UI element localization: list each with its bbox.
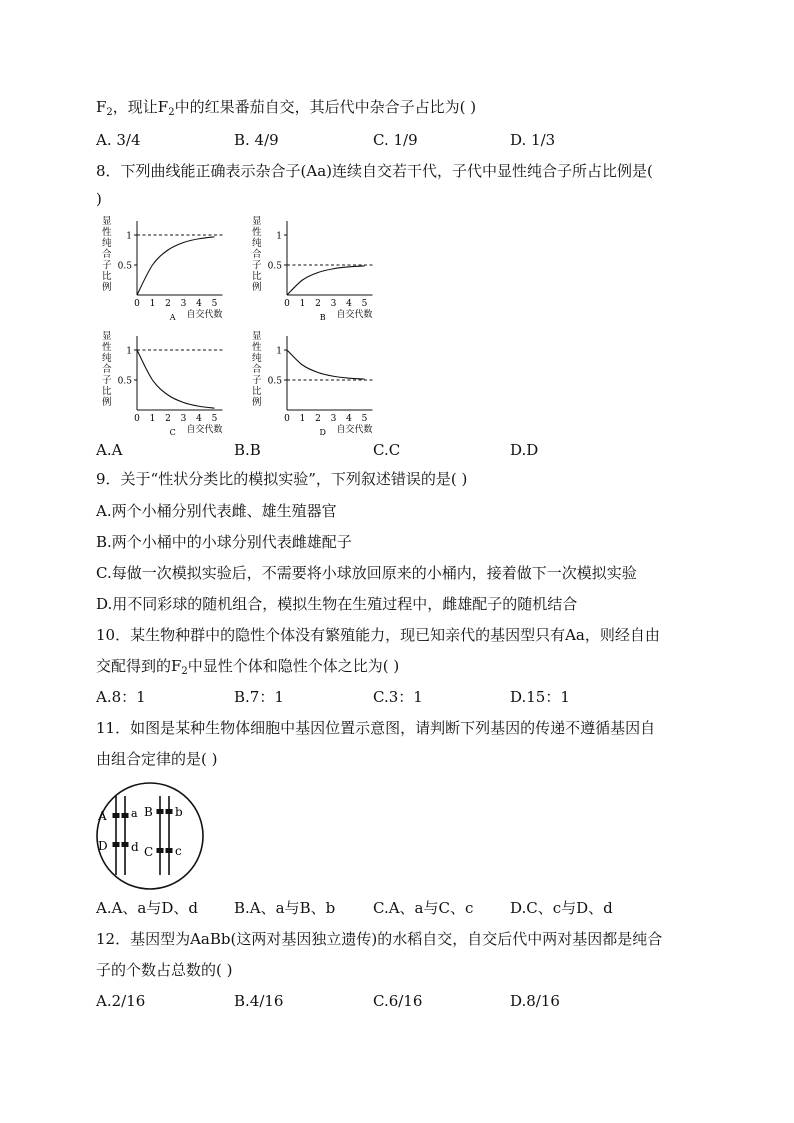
graph-label: B xyxy=(319,313,326,322)
x-tick-label: 2 xyxy=(165,299,171,309)
q10-stem-part: 交配得到的F xyxy=(96,657,182,675)
q9-choice-c[interactable]: C.每做一次模拟实验后，不需要将小球放回原来的小桶内，接着做下一次模拟实验 xyxy=(96,564,637,582)
q12-option-a[interactable]: A.2/16 xyxy=(96,992,146,1010)
q10-option-a[interactable]: A.8：1 xyxy=(96,688,146,706)
y-axis-title-char: 显 xyxy=(252,216,262,227)
q7-stem xyxy=(96,97,476,123)
q10-option-b[interactable]: B.7：1 xyxy=(234,688,284,706)
x-axis-title: 自交代数 xyxy=(186,425,223,435)
q10-stem-end: 中显性个体和隐性个体之比为( ) xyxy=(187,657,400,675)
x-tick-label: 2 xyxy=(315,414,321,424)
y-axis-title-char: 显 xyxy=(252,331,262,342)
y-axis-title-char: 例 xyxy=(102,397,112,408)
y-axis-title-char: 性 xyxy=(102,342,112,353)
q8-graph-b xyxy=(246,215,386,320)
q11-option-a[interactable]: A.A、a与D、d xyxy=(96,899,199,917)
x-tick-label: 4 xyxy=(196,414,202,424)
y-axis-title-char: 例 xyxy=(252,282,262,293)
y-tick-label: 1 xyxy=(126,346,132,357)
y-axis-title-char: 子 xyxy=(252,260,262,271)
y-axis-title-char: 子 xyxy=(102,260,112,271)
q9-choice-b[interactable]: B.两个小桶中的小球分别代表雌雄配子 xyxy=(96,533,352,551)
x-tick-label: 1 xyxy=(299,414,306,424)
graph-svg xyxy=(96,215,236,320)
q10-stem-line1: 10．某生物种群中的隐性个体没有繁殖能力，现已知亲代的基因型只有Aa，则经自由 xyxy=(96,626,660,644)
gene-label-B: B xyxy=(144,805,153,819)
y-axis-title-char: 子 xyxy=(252,375,262,386)
q8-option-b[interactable]: B.B xyxy=(234,441,261,459)
q10-option-c[interactable]: C.3：1 xyxy=(373,688,423,706)
x-tick-label: 2 xyxy=(315,299,321,309)
x-axis-title: 自交代数 xyxy=(336,310,373,320)
q7-f-subscript-2: 2 xyxy=(168,107,175,118)
q8-graph-d xyxy=(246,330,386,435)
q12-option-c[interactable]: C.6/16 xyxy=(373,992,423,1010)
x-tick-label: 1 xyxy=(149,299,156,309)
x-tick-label: 5 xyxy=(211,299,218,309)
x-axis-title: 自交代数 xyxy=(336,425,373,435)
gene-position-diagram xyxy=(94,780,206,896)
q11-option-b[interactable]: B.A、a与B、b xyxy=(234,899,336,917)
x-tick-label: 5 xyxy=(211,414,218,424)
y-axis-title-char: 显 xyxy=(102,216,112,227)
x-tick-label: 3 xyxy=(330,299,337,309)
gene-label-A: A xyxy=(98,809,107,823)
x-axis-title: 自交代数 xyxy=(186,310,223,320)
q8-option-c[interactable]: C.C xyxy=(373,441,401,459)
x-tick-label: 0 xyxy=(284,299,290,309)
y-tick-label: 0.5 xyxy=(267,261,282,272)
q8-graph-a xyxy=(96,215,236,320)
q9-stem: 9．关于“性状分类比的模拟实验”，下列叙述错误的是( ) xyxy=(96,470,468,488)
q9-choice-d[interactable]: D.用不同彩球的随机组合，模拟生物在生殖过程中，雌雄配子的随机结合 xyxy=(96,595,578,613)
series-curve xyxy=(287,266,365,295)
x-tick-label: 4 xyxy=(346,414,352,424)
y-tick-label: 0.5 xyxy=(117,261,132,272)
y-axis-title-char: 合 xyxy=(252,364,262,375)
gene-locus-d xyxy=(122,842,129,847)
y-axis-title-char: 性 xyxy=(252,342,262,353)
y-axis-title-char: 比 xyxy=(102,271,112,282)
y-axis-title-char: 纯 xyxy=(252,353,262,364)
series-curve xyxy=(287,350,365,379)
x-tick-label: 3 xyxy=(180,414,187,424)
cell-outline xyxy=(97,783,203,889)
x-tick-label: 1 xyxy=(149,414,156,424)
y-axis-title-char: 比 xyxy=(102,386,112,397)
gene-label-C: C xyxy=(144,845,154,859)
gene-locus-B xyxy=(157,809,164,814)
graph-svg xyxy=(246,330,386,435)
y-axis-title-char: 例 xyxy=(252,397,262,408)
series-curve xyxy=(137,350,215,408)
q12-option-d[interactable]: D.8/16 xyxy=(510,992,560,1010)
y-axis-title-char: 纯 xyxy=(102,353,112,364)
y-axis-title-char: 合 xyxy=(102,249,112,260)
gene-locus-c xyxy=(166,848,173,853)
q7-stem-part: ，现让F xyxy=(112,98,169,116)
q10-option-d[interactable]: D.15：1 xyxy=(510,688,570,706)
q9-choice-a[interactable]: A.两个小桶分别代表雌、雄生殖器官 xyxy=(96,502,337,520)
y-axis-title-char: 子 xyxy=(102,375,112,386)
q8-option-d[interactable]: D.D xyxy=(510,441,539,459)
gene-label-a: a xyxy=(131,807,138,820)
gene-label-D: D xyxy=(98,839,108,853)
gene-locus-A xyxy=(113,813,120,818)
q7-option-b[interactable]: B. 4/9 xyxy=(234,131,279,149)
gene-locus-a xyxy=(122,813,129,818)
y-tick-label: 1 xyxy=(276,346,282,357)
gene-label-d: d xyxy=(131,840,139,854)
gene-locus-b xyxy=(166,809,173,814)
x-tick-label: 1 xyxy=(299,299,306,309)
y-axis-title-char: 纯 xyxy=(102,238,112,249)
y-tick-label: 0.5 xyxy=(117,376,132,387)
gene-locus-D xyxy=(113,842,120,847)
y-axis-title-char: 纯 xyxy=(252,238,262,249)
q12-stem-line2: 子的个数占总数的( ) xyxy=(96,961,233,979)
y-axis-title-char: 合 xyxy=(102,364,112,375)
q8-option-a[interactable]: A.A xyxy=(96,441,123,459)
x-tick-label: 0 xyxy=(134,299,140,309)
x-tick-label: 3 xyxy=(180,299,187,309)
q12-option-b[interactable]: B.4/16 xyxy=(234,992,284,1010)
q8-stem-line1: 8．下列曲线能正确表示杂合子(Aa)连续自交若干代，子代中显性纯合子所占比例是( xyxy=(96,162,653,180)
y-tick-label: 0.5 xyxy=(267,376,282,387)
q11-stem-line1: 11．如图是某种生物体细胞中基因位置示意图，请判断下列基因的传递不遵循基因自 xyxy=(96,719,656,737)
y-tick-label: 1 xyxy=(126,231,132,242)
q10-f-subscript: 2 xyxy=(181,666,188,677)
x-tick-label: 5 xyxy=(361,299,368,309)
series-curve xyxy=(137,237,215,295)
graph-label: C xyxy=(169,428,176,437)
q7-stem-end: 中的红果番茄自交，其后代中杂合子占比为( ) xyxy=(174,98,477,116)
q11-stem-line2: 由组合定律的是( ) xyxy=(96,750,218,768)
q12-stem-line1: 12．基因型为AaBb(这两对基因独立遗传)的水稻自交，自交后代中两对基因都是纯合 xyxy=(96,930,663,948)
gene-label-c: c xyxy=(175,844,182,858)
q8-graph-c xyxy=(96,330,236,435)
y-axis-title-char: 显 xyxy=(102,331,112,342)
q7-option-c[interactable]: C. 1/9 xyxy=(373,131,418,149)
x-tick-label: 4 xyxy=(196,299,202,309)
graph-svg xyxy=(96,330,236,435)
q7-option-a[interactable]: A. 3/4 xyxy=(96,131,141,149)
q7-f-symbol: F xyxy=(96,98,107,116)
q10-stem-line2 xyxy=(96,656,399,682)
x-tick-label: 0 xyxy=(134,414,140,424)
y-tick-label: 1 xyxy=(276,231,282,242)
q7-option-d[interactable]: D. 1/3 xyxy=(510,131,556,149)
x-tick-label: 3 xyxy=(330,414,337,424)
gene-label-b: b xyxy=(175,805,183,819)
x-tick-label: 0 xyxy=(284,414,290,424)
q11-option-d[interactable]: D.C、c与D、d xyxy=(510,899,613,917)
x-tick-label: 2 xyxy=(165,414,171,424)
graph-label: A xyxy=(169,313,176,322)
y-axis-title-char: 性 xyxy=(252,227,262,238)
q8-stem-line2: ) xyxy=(96,190,102,208)
y-axis-title-char: 比 xyxy=(252,386,262,397)
x-tick-label: 4 xyxy=(346,299,352,309)
gene-locus-C xyxy=(157,848,164,853)
y-axis-title-char: 性 xyxy=(102,227,112,238)
graph-label: D xyxy=(319,428,326,437)
graph-svg xyxy=(246,215,386,320)
x-tick-label: 5 xyxy=(361,414,368,424)
y-axis-title-char: 比 xyxy=(252,271,262,282)
y-axis-title-char: 合 xyxy=(252,249,262,260)
y-axis-title-char: 例 xyxy=(102,282,112,293)
q7-f-subscript: 2 xyxy=(106,107,113,118)
q11-option-c[interactable]: C.A、a与C、c xyxy=(373,899,474,917)
